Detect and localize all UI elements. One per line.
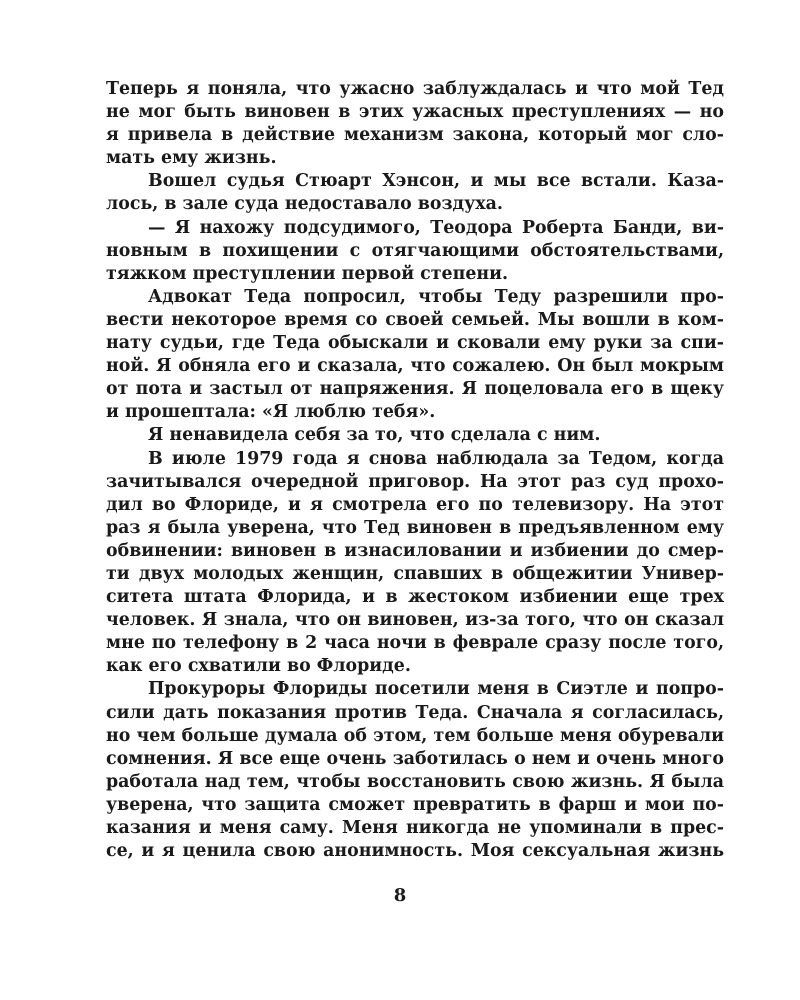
text-line: казания и меня саму. Меня никогда не упоминали в прес- [106, 818, 724, 838]
text-line: се, и я ценила свою анонимность. Моя сексуальная жизнь [106, 841, 724, 862]
text-line: ти двух молодых женщин, спавших в общежитии Универ- [106, 563, 724, 584]
text-line: работала над тем, чтобы восстановить свою жизнь. Я была [106, 771, 724, 792]
text-line: дил во Флориде, и я смотрела его по телевизору. На этот [106, 494, 724, 515]
text-line: я привела в действие механизм закона, который мог сло- [106, 125, 724, 146]
text-line: сили дать показания против Теда. Сначала я согласилась, [106, 702, 724, 723]
text-line: сомнения. Я все еще очень заботилась о нем и очень много [106, 748, 724, 769]
text-line: Теперь я поняла, что ужасно заблуждалась и что мой Тед [106, 79, 724, 99]
text-line: раз я была уверена, что Тед виновен в предъявленном ему [106, 517, 724, 538]
text-line: ной. Я обняла его и сказала, что сожалею. Он был мокрым [106, 356, 724, 377]
text-line: ситета штата Флорида, и в жестоком избиении еще трех [106, 587, 724, 608]
text-line: нату судьи, где Теда обыскали и сковали ему руки за спи- [106, 333, 724, 354]
text-line: Я ненавидела себя за то, что сделала с ним. [148, 425, 601, 446]
text-line: но чем больше думала об этом, тем больше меня обуревали [106, 725, 724, 746]
text-line: — Я нахожу подсудимого, Теодора Роберта Банди, ви- [148, 217, 724, 238]
text-line: Адвокат Теда попросил, чтобы Теду разрешили про- [148, 286, 724, 307]
text-line: и прошептала: «Я люблю тебя». [106, 402, 436, 423]
text-line: зачитывался очередной приговор. На этот раз суд прохо- [106, 471, 724, 492]
text-line: тяжком преступлении первой степени. [106, 263, 509, 284]
text-line: уверена, что защита сможет превратить в фарш и мои по- [106, 794, 724, 815]
text-line: мать ему жизнь. [106, 148, 277, 169]
text-line: мне по телефону в 2 часа ночи в феврале сразу после того, [106, 633, 724, 654]
text-line: не мог быть виновен в этих ужасных преступлениях — но [106, 102, 724, 123]
body-text [106, 78, 724, 863]
text-line: человек. Я знала, что он виновен, из-за того, что он сказал [106, 610, 724, 631]
page-number: 8 [393, 885, 407, 906]
text-line: обвинении: виновен в изнасиловании и избиении до смер- [106, 540, 724, 561]
text-line: Прокуроры Флориды посетили меня в Сиэтле и попро- [148, 679, 724, 700]
text-line: Вошел судья Стюарт Хэнсон, и мы все встали. Каза- [148, 171, 724, 192]
text-line: новным в похищении с отягчающими обстоятельствами, [106, 240, 724, 261]
text-line: вести некоторое время со своей семьей. Мы вошли в ком- [106, 309, 724, 330]
text-line: как его схватили во Флориде. [106, 656, 411, 677]
text-line: лось, в зале суда недоставало воздуха. [106, 194, 503, 215]
text-line: В июле 1979 года я снова наблюдала за Тедом, когда [148, 448, 724, 469]
text-line: от пота и застыл от напряжения. Я поцеловала его в щеку [106, 379, 724, 400]
